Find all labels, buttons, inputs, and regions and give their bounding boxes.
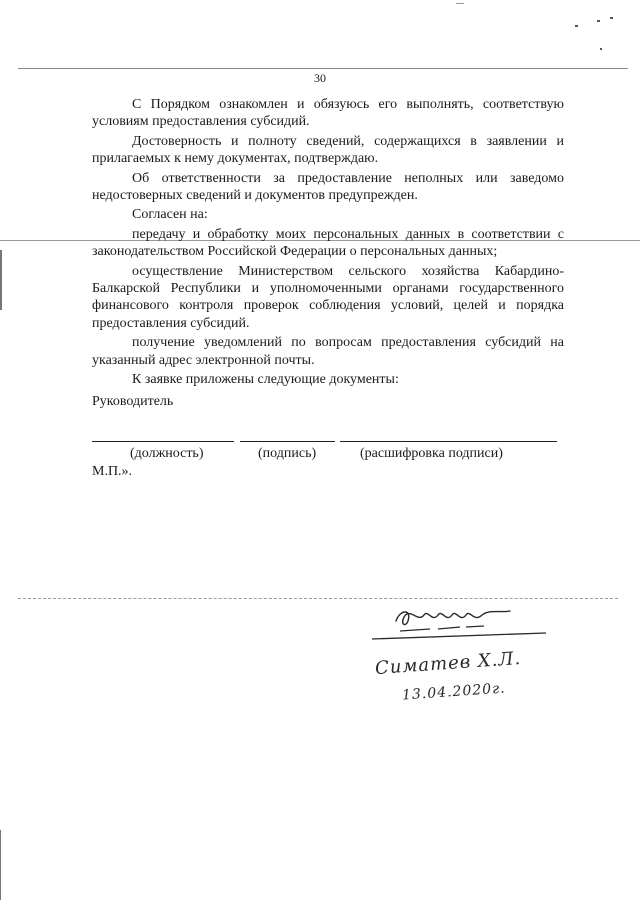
paragraph-consent-heading: Согласен на: (132, 207, 208, 223)
document-body (92, 96, 564, 389)
decoding-line (340, 441, 557, 442)
scan-speck (597, 20, 600, 22)
scan-speck (456, 3, 464, 4)
paragraph-consent-personal-data: передачу и обработку моих персональных данных в соответствии с законодательством Российской Федерации о персональных данных; (92, 226, 564, 260)
paragraph-attachments: К заявке приложены следующие документы: (132, 372, 399, 388)
left-edge-mark (0, 830, 1, 900)
page-number: 30 (314, 71, 326, 85)
scan-speck (575, 25, 578, 27)
scan-speck (610, 17, 613, 19)
paragraph-consent-inspections: осуществление Министерством сельского хозяйства Кабардино-Балкарской Республики и уполномоченными органами государственного финансового контроля проверок соблюдения условий, целей и порядка предоставления субсидий. (92, 263, 564, 331)
decoding-caption: (расшифровка подписи) (360, 446, 503, 461)
stamp-label: М.П.». (92, 464, 133, 479)
role-label: Руководитель (92, 394, 174, 409)
signature-line (240, 441, 335, 442)
handwritten-name: Симатев Х.Л. (374, 647, 522, 680)
paragraph-acknowledgement: С Порядком ознакомлен и обязуюсь его выполнять, соответствую условиям предоставления субсидий. (92, 97, 564, 130)
paragraph-responsibility: Об ответственности за предоставление неполных или заведомо недостоверных сведений и документов предупрежден. (92, 170, 564, 204)
scan-speck (600, 48, 602, 50)
paragraph-authenticity: Достоверность и полноту сведений, содержащихся в заявлении и прилагаемых к нему документах, подтверждаю. (92, 133, 564, 167)
position-caption: (должность) (130, 446, 204, 461)
left-edge-mark (0, 250, 2, 310)
handwritten-date: 13.04.2020г. (401, 680, 507, 704)
top-scan-line (18, 68, 628, 69)
paragraph-consent-notifications: получение уведомлений по вопросам предоставления субсидий на указанный адрес электронной почты. (92, 335, 564, 368)
position-line (92, 441, 234, 442)
signature-caption: (подпись) (258, 446, 317, 461)
